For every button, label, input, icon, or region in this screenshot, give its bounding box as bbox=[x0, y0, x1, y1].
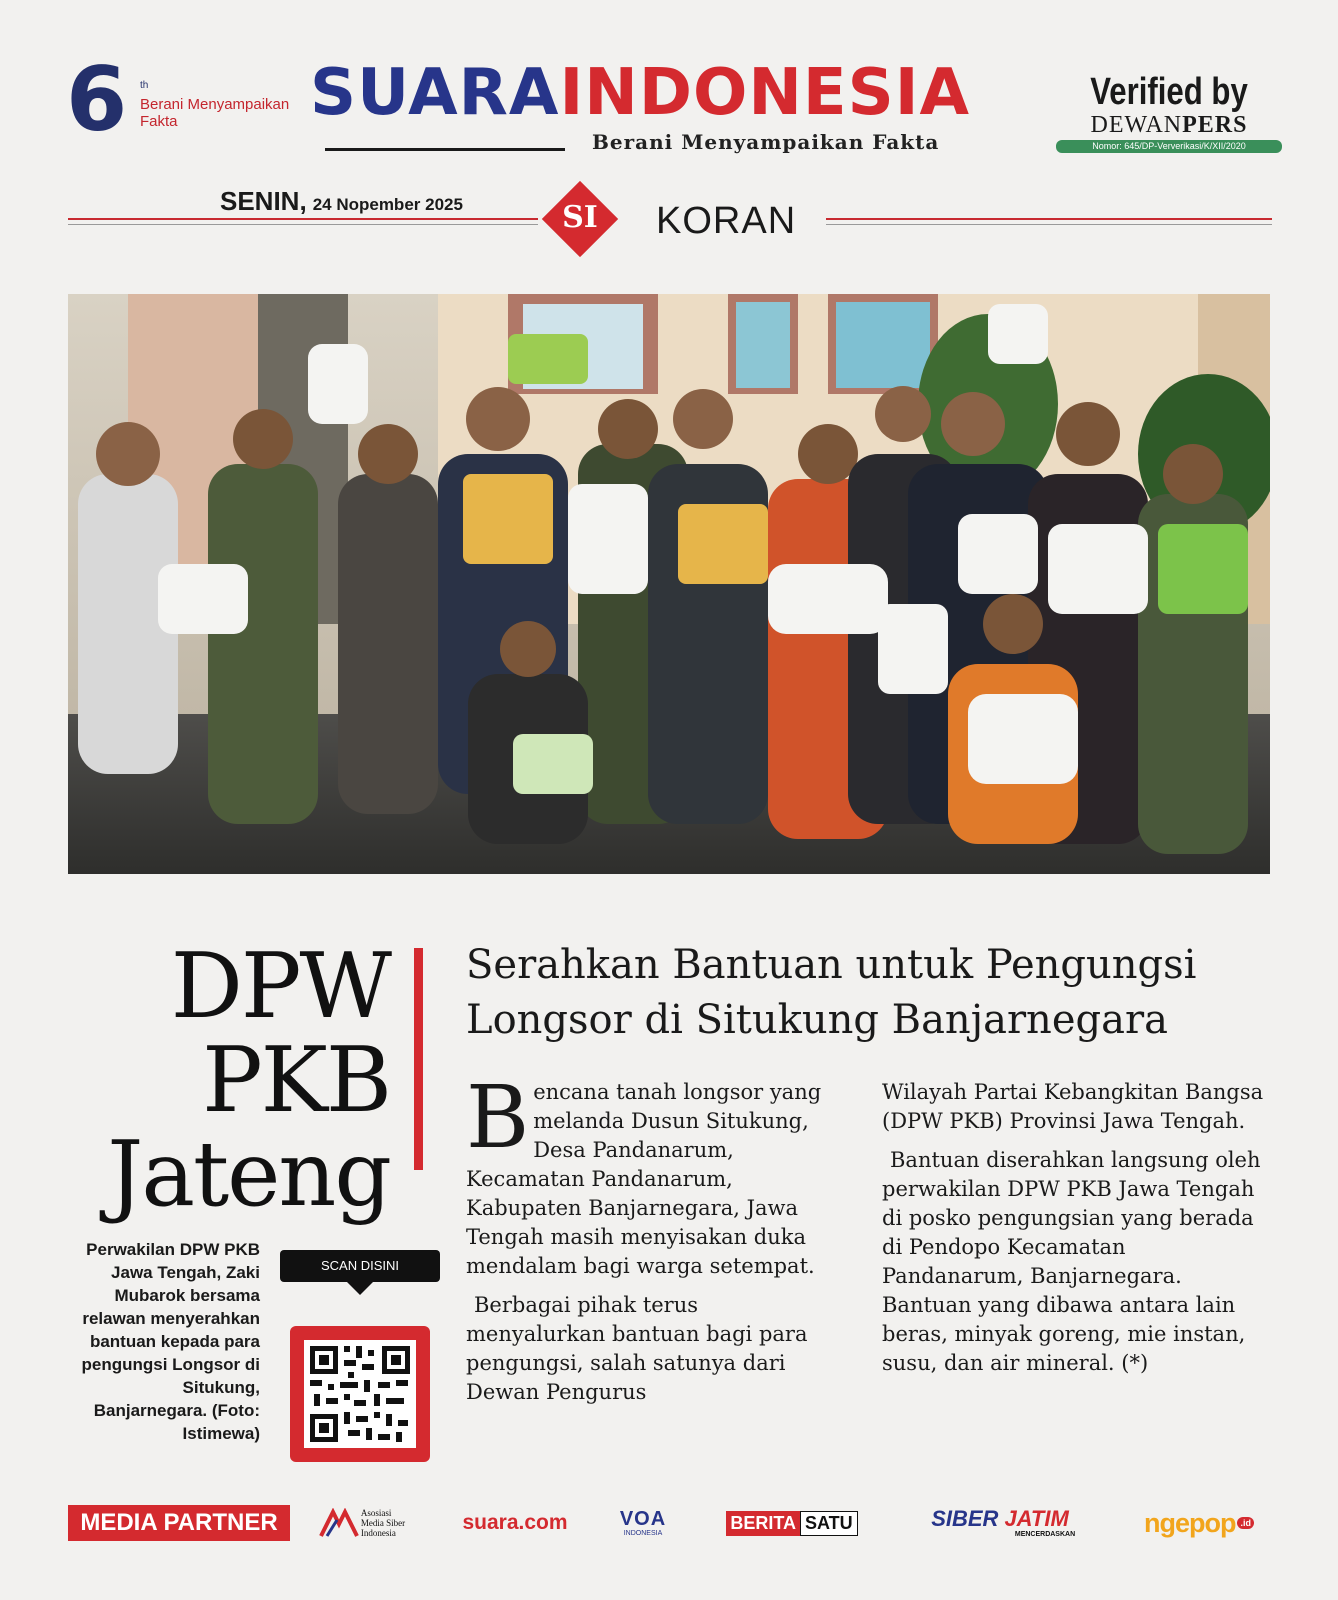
scan-label: SCAN DISINI bbox=[280, 1250, 440, 1282]
brand-slogan: Berani Menyampaikan Fakta bbox=[592, 130, 940, 154]
section-name: KORAN bbox=[656, 200, 797, 242]
edition-date bbox=[220, 186, 463, 217]
verified-badge bbox=[1056, 72, 1282, 153]
siberjatim-subtitle: MENCERDASKAN bbox=[1014, 1530, 1076, 1538]
beritasatu-part-2: SATU bbox=[800, 1511, 858, 1536]
partner-amsi[interactable] bbox=[302, 1506, 422, 1540]
partner-ngepop[interactable] bbox=[1126, 1506, 1272, 1540]
article-headline: Serahkan Bantuan untuk Pengungsi Longsor di Situkung Banjarnegara bbox=[466, 942, 1197, 1043]
dateline-rule-right bbox=[826, 218, 1272, 220]
verified-title: Verified by bbox=[1090, 71, 1248, 113]
voa-logo-text: VOA bbox=[619, 1507, 667, 1530]
news-photo bbox=[68, 294, 1270, 874]
partner-siberjatim[interactable] bbox=[900, 1506, 1100, 1540]
siberjatim-part-2: JATIM bbox=[1004, 1505, 1069, 1531]
article-dropcap: B bbox=[466, 1068, 530, 1168]
dateline-rule-left-thin bbox=[68, 224, 538, 225]
verified-number: Nomor: 645/DP-Ververikasi/K/XII/2020 bbox=[1056, 140, 1282, 153]
scan-pointer-icon bbox=[346, 1281, 374, 1295]
article-paragraph-3: Wilayah Partai Kebangkitan Bangsa (DPW PKB) Provinsi Jawa Tengah. bbox=[882, 1080, 1264, 1133]
amsi-line-2: Media Siber bbox=[360, 1518, 406, 1528]
photo-caption: Perwakilan DPW PKB Jawa Tengah, Zaki Mubarok bersama relawan menyerahkan bantuan kepada para pengungsi Longsor di Situkung, Banjarnegara. (Foto: Istimewa) bbox=[81, 1240, 260, 1443]
partner-suara[interactable]: suara.com bbox=[462, 1511, 568, 1534]
verified-org-dewan: DEWAN bbox=[1090, 112, 1183, 138]
media-partner-label: MEDIA PARTNER bbox=[68, 1505, 290, 1541]
verified-org bbox=[1056, 112, 1282, 138]
kicker-line-2: PKB bbox=[202, 1028, 390, 1133]
ngepop-tld: .id bbox=[1237, 1517, 1254, 1529]
brand-word-suara: SUARA bbox=[310, 56, 560, 130]
amsi-logo-icon bbox=[319, 1508, 359, 1538]
verified-org-pers: PERS bbox=[1182, 112, 1248, 138]
amsi-line-1: Asosiasi bbox=[360, 1508, 392, 1518]
beritasatu-part-1: BERITA bbox=[726, 1511, 800, 1536]
anniversary-suffix: th bbox=[140, 80, 149, 91]
anniversary-tagline: Berani Menyampaikan Fakta bbox=[140, 96, 290, 130]
siberjatim-part-1: SIBER bbox=[931, 1505, 999, 1531]
ngepop-logo-text: ngepop bbox=[1144, 1507, 1236, 1538]
dateline-rule-left bbox=[68, 218, 538, 220]
article-paragraph-1-text: encana tanah longsor yang melanda Dusun Situkung, Desa Pandanarum, Kecamatan Pandanarum, Kabupaten Banjarnegara, Jawa Tengah masih menyisakan duka mendalam bagi warga setempat. bbox=[466, 1080, 822, 1278]
anniversary-number: 6 bbox=[66, 48, 128, 151]
kicker-divider-bar bbox=[414, 948, 423, 1170]
partner-voa[interactable] bbox=[608, 1506, 678, 1540]
edition-date-text: 24 Nopember 2025 bbox=[312, 195, 463, 214]
si-diamond-logo bbox=[545, 184, 615, 254]
article-paragraph-4: Bantuan diserahkan langsung oleh perwakilan DPW PKB Jawa Tengah di posko pengungsian yang berada di Pendopo Kecamatan Pandanarum, Banjarnegara. Bantuan yang dibawa antara lain beras, minyak goreng, mie instan, susu, dan air mineral. (*) bbox=[882, 1148, 1261, 1375]
brand-word-indonesia: INDONESIA bbox=[559, 56, 971, 130]
article-column-1 bbox=[466, 1068, 842, 1417]
dateline-rule-right-thin bbox=[826, 224, 1272, 225]
article-paragraph-1 bbox=[466, 1068, 842, 1281]
edition-day: SENIN, bbox=[220, 186, 307, 216]
voa-subtitle: INDONESIA bbox=[623, 1529, 663, 1537]
brand-logo[interactable] bbox=[310, 58, 1030, 128]
kicker-line-3: Jateng bbox=[107, 1122, 390, 1227]
article-kicker bbox=[60, 934, 390, 1227]
amsi-line-3: Indonesia bbox=[360, 1528, 396, 1538]
partner-beritasatu[interactable] bbox=[714, 1506, 870, 1540]
kicker-line-1: DPW bbox=[170, 934, 390, 1039]
brand-underline bbox=[325, 148, 565, 151]
qr-code-icon[interactable] bbox=[290, 1326, 430, 1462]
article-paragraph-2: Berbagai pihak terus menyalurkan bantuan bagi para pengungsi, salah satunya dari Dewan Pengurus bbox=[466, 1293, 808, 1404]
anniversary-badge bbox=[66, 48, 290, 156]
article-column-2 bbox=[882, 1078, 1272, 1388]
si-logo-text: SI bbox=[562, 200, 598, 235]
